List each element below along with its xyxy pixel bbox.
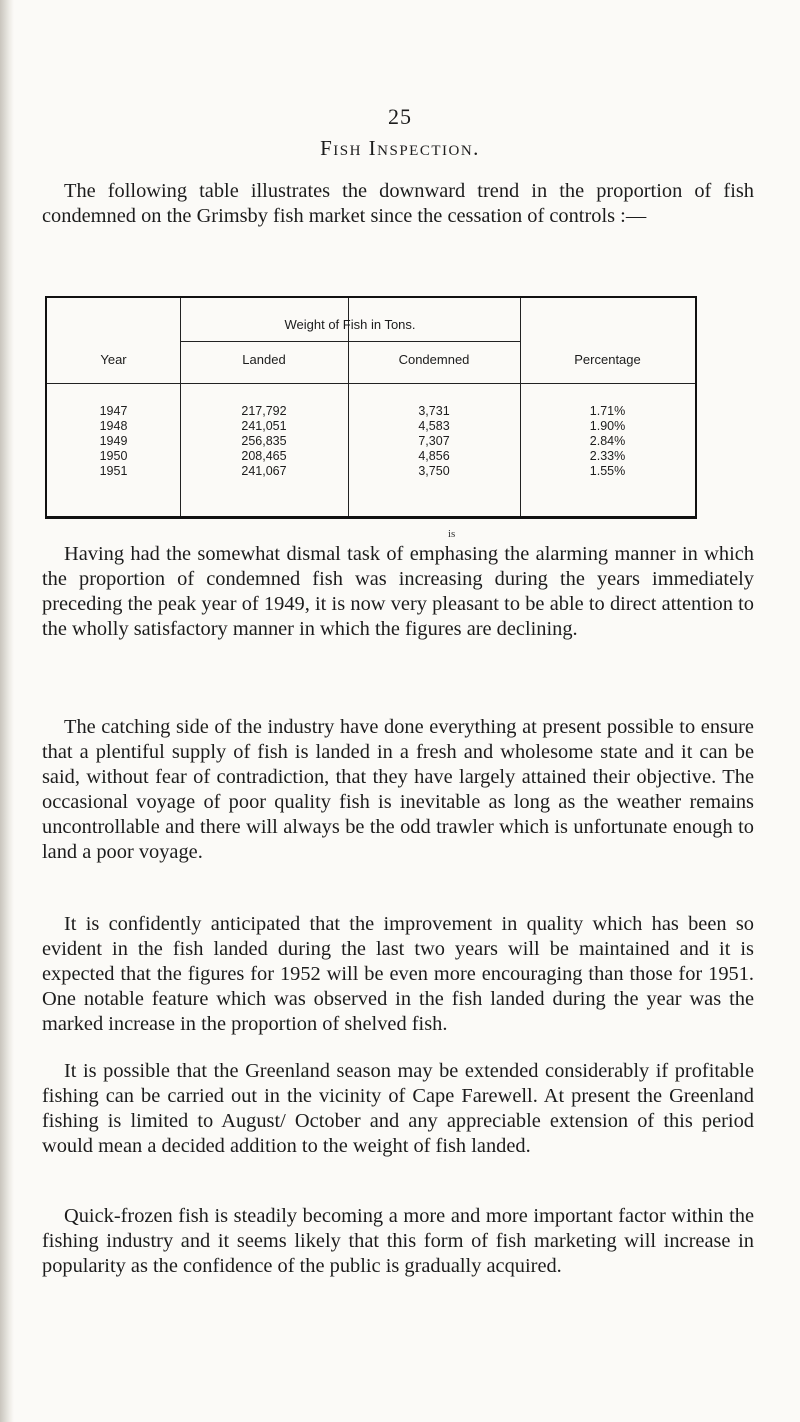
condemned-column: [348, 404, 520, 479]
landed-column: [180, 404, 348, 479]
cell-percentage: 2.84%: [589, 434, 626, 448]
cell-landed: 241,067: [241, 464, 287, 478]
percentage-column: [520, 404, 695, 479]
paragraph-text: Having had the somewhat dismal task of emphasing the alarming manner in which the proportion of condemned fish was increasing during the years immediately preceding the peak year of 1949, it is now very pleasant to be able to direct attention to the wholly satisfactory manner in which the figures are declining.: [42, 543, 754, 640]
header-year: Year: [100, 352, 127, 367]
cell-percentage: 1.55%: [589, 464, 626, 478]
cell-condemned: 7,307: [418, 434, 450, 448]
paragraph-text: The catching side of the industry have done everything at present possible to ensure that a plentiful supply of fish is landed in a fresh and wholesome state and it can be said, without fear of contradiction, that they have largely attained their objective. The occasional voyage of poor quality fish is inevitable as long as the weather remains uncontrollable and there will always be the odd trawler which is unfortunate enough to land a poor voyage.: [42, 716, 754, 863]
cell-condemned: 4,583: [418, 419, 450, 433]
group-header: Weight of Fish in Tons.: [284, 317, 416, 332]
cell-landed: 217,792: [241, 404, 287, 418]
page-edge-shadow: [0, 0, 14, 1422]
paragraph-text: It is possible that the Greenland season may be extended considerably if profitable fishing can be carried out in the vicinity of Cape Farewell. At present the Greenland fishing is limited to August/ October and any appreciable extension of this period would mean a decided addition to the weight of fish landed.: [42, 1060, 754, 1157]
table-divider: [180, 341, 520, 342]
table-divider: [47, 383, 695, 384]
paragraph-catching-side: [42, 715, 754, 865]
cell-landed: 256,835: [241, 434, 287, 448]
cell-year: 1950: [99, 449, 128, 463]
cell-landed: 208,465: [241, 449, 287, 463]
cell-percentage: 1.90%: [589, 419, 626, 433]
section-title: Fish Inspection.: [320, 136, 480, 160]
paragraph-text: It is confidently anticipated that the improvement in quality which has been so evident in the fish landed during the last two years will be maintained and it is expected that the figures for 1952 will be even more encouraging than those for 1951. One notable feature which was observed in the fish landed during the year was the marked increase in the proportion of shelved fish.: [42, 913, 754, 1035]
year-column: [47, 404, 180, 479]
intro-text: The following table illustrates the downward trend in the proportion of fish condemned on the Grimsby fish market since the cessation of controls :—: [42, 180, 754, 227]
cell-year: 1951: [99, 464, 128, 478]
cell-percentage: 2.33%: [589, 449, 626, 463]
paragraph-declining-figures: [42, 542, 754, 642]
page-number: 25: [388, 104, 412, 129]
cell-year: 1948: [99, 419, 128, 433]
header-percentage: Percentage: [574, 352, 641, 367]
paragraph-text: Quick-frozen fish is steadily becoming a more and more important factor within the fishing industry and it seems likely that this form of fish marketing will increase in popularity as the confidence of the public is gradually acquired.: [42, 1205, 754, 1277]
cell-year: 1949: [99, 434, 128, 448]
cell-condemned: 4,856: [418, 449, 450, 463]
header-landed: Landed: [242, 352, 286, 367]
header-condemned: Condemned: [398, 352, 470, 367]
paragraph-quick-frozen: [42, 1204, 754, 1279]
cell-condemned: 3,750: [418, 464, 450, 478]
handwritten-annotation: is: [448, 528, 456, 540]
fish-condemned-table: [45, 296, 697, 519]
cell-condemned: 3,731: [418, 404, 450, 418]
paragraph-improvement: [42, 912, 754, 1037]
cell-landed: 241,051: [241, 419, 287, 433]
paragraph-greenland: [42, 1059, 754, 1159]
cell-year: 1947: [99, 404, 128, 418]
intro-paragraph: [42, 179, 754, 229]
cell-percentage: 1.71%: [589, 404, 626, 418]
